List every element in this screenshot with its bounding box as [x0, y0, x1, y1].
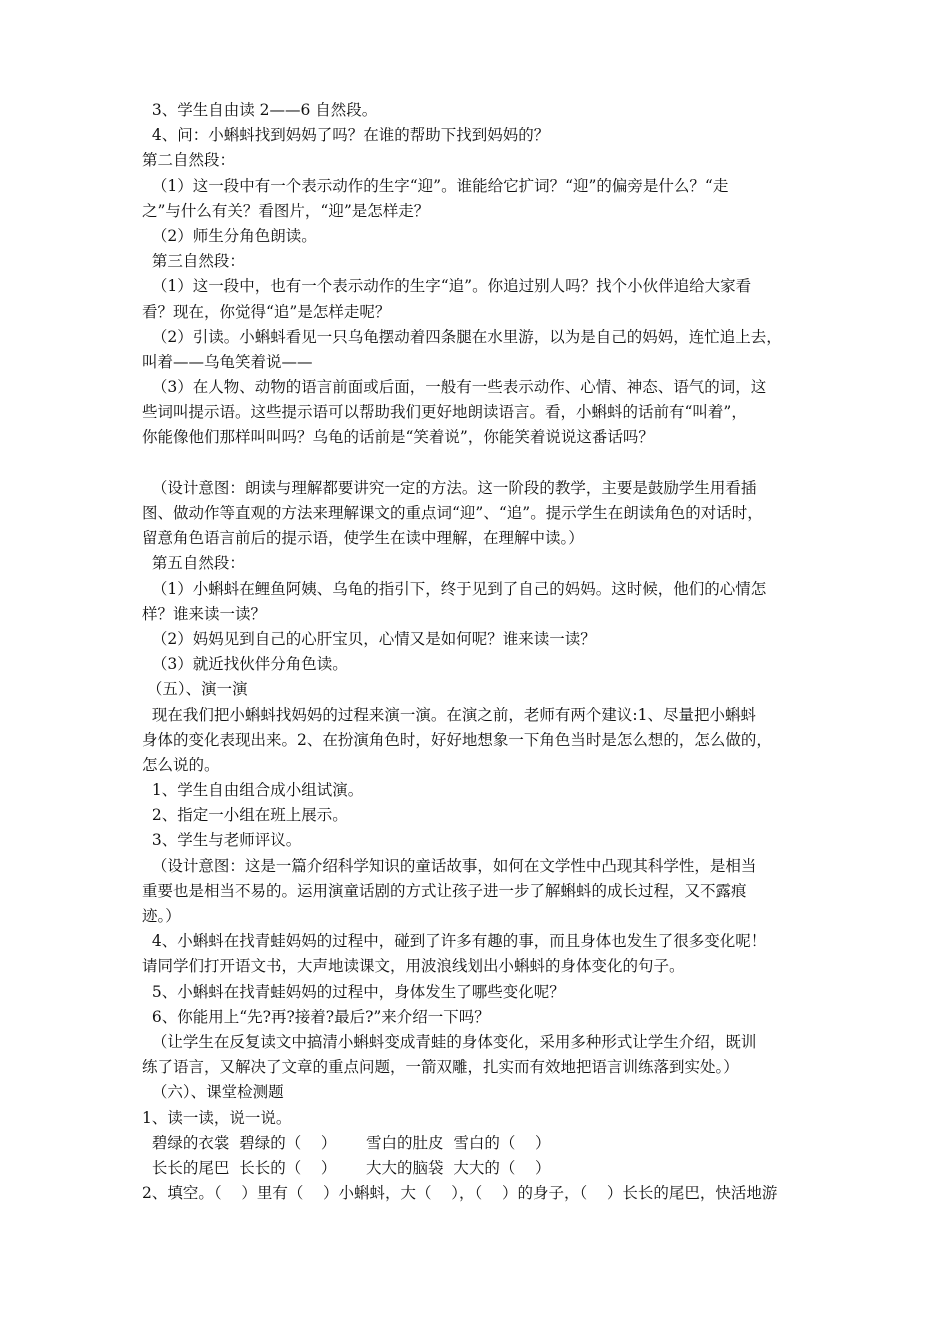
text-line: 5、小蝌蚪在找青蛙妈妈的过程中，身体发生了哪些变化呢？: [142, 982, 565, 1001]
section-heading: 第五自然段：: [142, 554, 245, 573]
text-line: 请同学们打开语文书，大声地读课文，用波浪线划出小蝌蚪的身体变化的句子。: [142, 957, 685, 976]
text-line: （1）这一段中有一个表示动作的生字“迎”。谁能给它扩词？“迎”的偏旁是什么？“走: [142, 176, 729, 195]
design-intent-note: （让学生在反复读文中搞清小蝌蚪变成青蛙的身体变化，采用多种形式让学生介绍，既训: [142, 1032, 757, 1051]
document-page: [142, 98, 822, 1206]
exercise-line: 碧绿的衣裳 碧绿的（ ） 雪白的肚皮 雪白的（ ）: [142, 1133, 551, 1152]
section-heading: （六）、课堂检测题: [142, 1083, 284, 1102]
text-line: 现在我们把小蝌蚪找妈妈的过程来演一演。在演之前，老师有两个建议:1、尽量把小蝌蚪: [142, 705, 756, 724]
text-line: 3、学生与老师评议。: [142, 831, 302, 850]
text-line: （3）就近找伙伴分角色读。: [142, 655, 348, 674]
text-line: 2、指定一小组在班上展示。: [142, 806, 348, 825]
text-line: 看？现在，你觉得“追”是怎样走呢？: [142, 302, 391, 321]
text-line: （2）引读。小蝌蚪看见一只乌龟摆动着四条腿在水里游，以为是自己的妈妈，连忙追上去，: [142, 327, 782, 346]
text-line: （2）妈妈见到自己的心肝宝贝，心情又是如何呢？谁来读一读？: [142, 629, 596, 648]
text-line: 之”与什么有关？看图片，“迎”是怎样走？: [142, 201, 430, 220]
text-line: 4、小蝌蚪在找青蛙妈妈的过程中，碰到了许多有趣的事，而且身体也发生了很多变化呢！: [142, 932, 767, 951]
text-line: 1、学生自由组合成小组试演。: [142, 781, 364, 800]
text-line: 3、学生自由读 2——6 自然段。: [142, 101, 378, 119]
blank-line: [142, 451, 822, 476]
section-heading: 第二自然段：: [142, 151, 236, 170]
text-line: 叫着——乌龟笑着说——: [142, 352, 313, 371]
exercise-line: 2、填空。（ ）里有（ ）小蝌蚪，大（ ），（ ）的身子，（ ）长长的尾巴，快活地游: [142, 1184, 778, 1203]
text-line: 4、问：小蝌蚪找到妈妈了吗？在谁的帮助下找到妈妈的？: [142, 126, 550, 145]
text-line: （2）师生分角色朗读。: [142, 226, 317, 245]
text-line: 6、你能用上“先?再?接着?最后?”来介绍一下吗？: [142, 1007, 490, 1026]
design-intent-note: 练了语言，又解决了文章的重点问题，一箭双雕，扎实而有效地把语言训练落到实处。）: [142, 1058, 739, 1077]
text-line: 身体的变化表现出来。2、在扮演角色时，好好地想象一下角色当时是怎么想的，怎么做的，: [142, 730, 772, 749]
design-intent-note: 留意角色语言前后的提示语，使学生在读中理解，在理解中读。）: [142, 529, 584, 548]
design-intent-note: 迹。）: [142, 907, 181, 925]
exercise-line: 长长的尾巴 长长的（ ） 大大的脑袋 大大的（ ）: [142, 1158, 551, 1177]
text-line: 怎么说的。: [142, 755, 220, 774]
design-intent-note: （设计意图：朗读与理解都要讲究一定的方法。这一阶段的教学，主要是鼓励学生用看插: [142, 478, 757, 497]
design-intent-note: 图、做动作等直观的方法来理解课文的重点词“迎”、“追”。提示学生在朗读角色的对话时，: [142, 504, 763, 522]
design-intent-note: 重要也是相当不易的。运用演童话剧的方式让孩子进一步了解蝌蚪的成长过程，又不露痕: [142, 881, 747, 900]
text-line: （1）这一段中，也有一个表示动作的生字“追”。你追过别人吗？找个小伙伴追给大家看: [142, 277, 752, 296]
section-heading: （五）、演一演: [142, 680, 248, 699]
design-intent-note: （设计意图：这是一篇介绍科学知识的童话故事，如何在文学性中凸现其科学性，是相当: [142, 856, 757, 875]
section-heading: 第三自然段：: [142, 252, 245, 271]
text-line: 样？谁来读一读？: [142, 604, 267, 623]
text-line: 你能像他们那样叫叫吗？乌龟的话前是“笑着说”，你能笑着说说这番话吗？: [142, 428, 654, 447]
text-line: （3）在人物、动物的语言前面或后面，一般有一些表示动作、心情、神态、语气的词，这: [142, 378, 767, 397]
text-line: （1）小蝌蚪在鲤鱼阿姨、乌龟的指引下，终于见到了自己的妈妈。这时候，他们的心情怎: [142, 579, 767, 598]
text-line: 些词叫提示语。这些提示语可以帮助我们更好地朗读语言。看，小蝌蚪的话前有“叫着”，: [142, 403, 747, 422]
exercise-line: 1、读一读，说一说。: [142, 1108, 292, 1127]
